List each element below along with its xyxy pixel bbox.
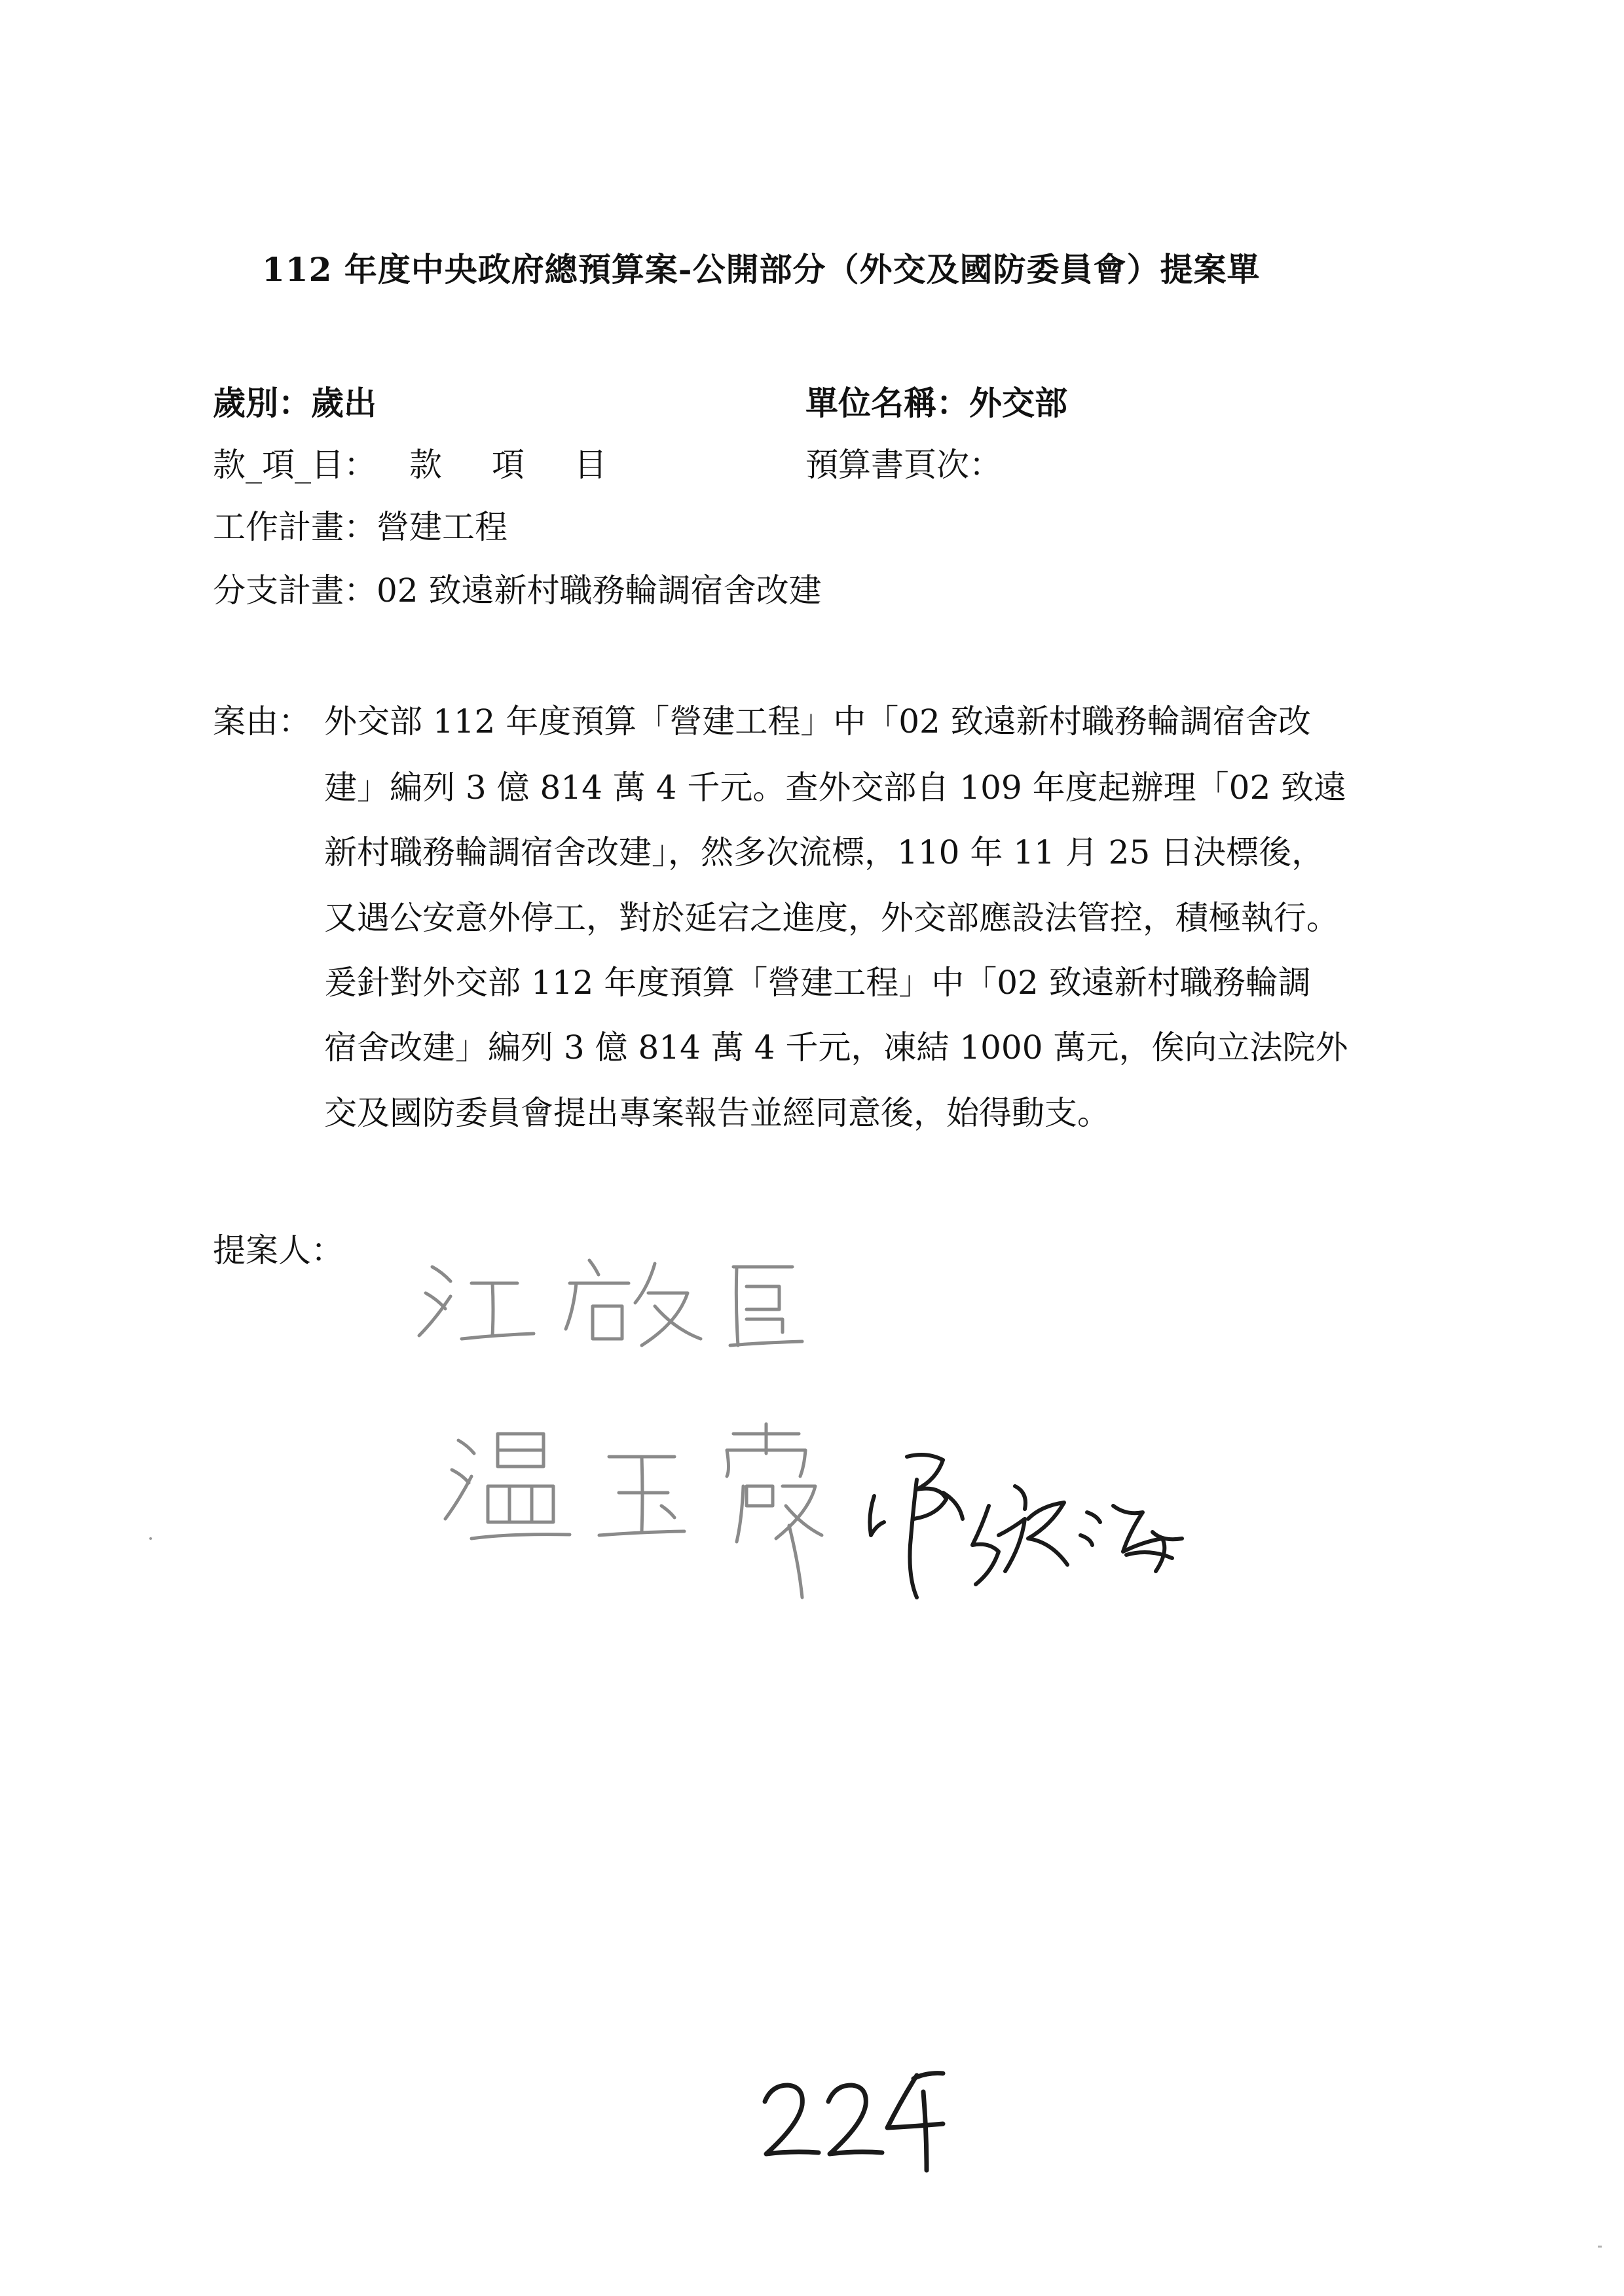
reason-line-2: 建」編列 3 億 814 萬 4 千元。查外交部自 109 年度起辦理「02 致遠: [324, 769, 1347, 807]
category-field: [213, 384, 377, 423]
sub-plan-label: 分支計畫：: [213, 572, 377, 610]
page-number-image: [765, 2073, 943, 2170]
document-title: 112 年度中央政府總預算案-公開部分（外交及國防委員會）提案單: [262, 250, 1261, 289]
page-field: [805, 445, 1002, 484]
reason-label: 案由：: [213, 702, 311, 740]
sub-plan-value: 02 致遠新村職務輪調宿舍改建: [377, 572, 822, 610]
signature-2-image: [445, 1424, 822, 1597]
category-value: 歲出: [311, 384, 377, 422]
category-label: 歲別：: [213, 384, 311, 422]
reason-line-1: 外交部 112 年度預算「營建工程」中「02 致遠新村職務輪調宿舍改: [324, 702, 1311, 740]
unit-value: 外交部: [969, 384, 1067, 422]
work-plan-label: 工作計畫：: [213, 508, 377, 546]
signature-3-image: [870, 1455, 1182, 1597]
unit-field: [805, 384, 1067, 423]
unit-label: 單位名稱：: [805, 384, 969, 422]
scan-dot-mark: [1598, 2246, 1602, 2248]
work-plan-value: 營建工程: [377, 508, 507, 546]
item-field: [213, 445, 627, 484]
reason-line-3: 新村職務輪調宿舍改建」，然多次流標，110 年 11 月 25 日決標後，: [324, 833, 1325, 871]
reason-line-5: 爰針對外交部 112 年度預算「營建工程」中「02 致遠新村職務輪調: [324, 964, 1311, 1002]
reason-line-4: 又遇公安意外停工，對於延宕之進度，外交部應設法管控，積極執行。: [324, 899, 1339, 937]
item-label: 款_項_目：: [213, 446, 377, 484]
signature-1-image: [419, 1260, 802, 1345]
reason-line-6: 宿舍改建」編列 3 億 814 萬 4 千元，凍結 1000 萬元，俟向立法院外: [324, 1029, 1348, 1066]
proposer-label: 提案人：: [213, 1231, 344, 1269]
sub-plan-field: [213, 571, 822, 610]
scan-dot-mark: [149, 1537, 152, 1540]
work-plan-field: [213, 507, 507, 547]
page-label: 預算書頁次：: [805, 446, 1002, 484]
item-value: 款 項 目: [409, 446, 627, 484]
reason-line-7: 交及國防委員會提出專案報告並經同意後，始得動支。: [324, 1094, 1110, 1132]
